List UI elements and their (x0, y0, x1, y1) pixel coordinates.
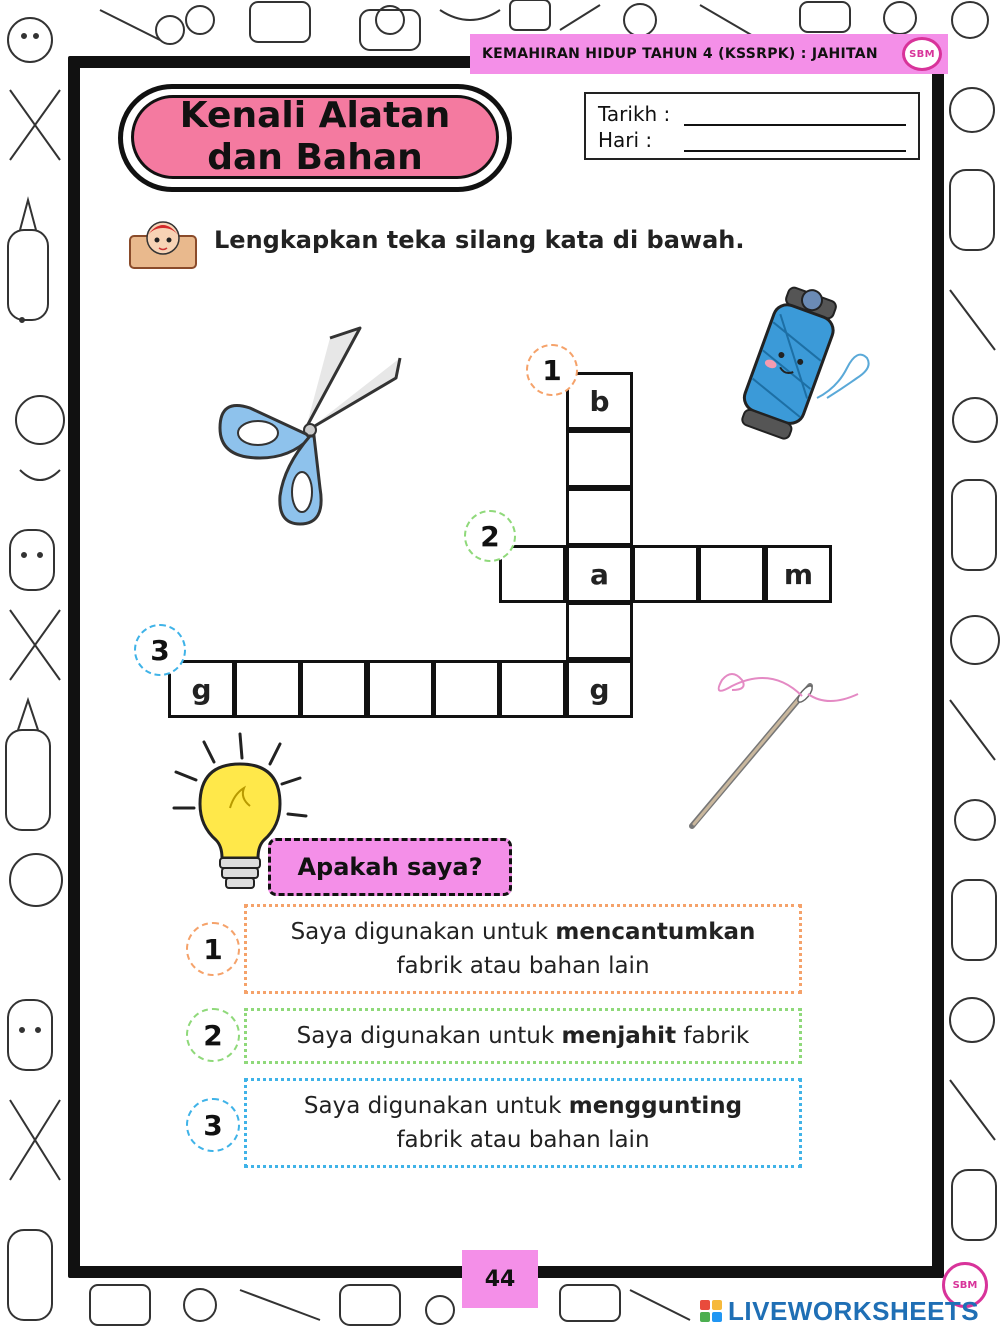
page-number: 44 (462, 1250, 538, 1308)
banner-text: KEMAHIRAN HIDUP TAHUN 4 (KSSRPK) : JAHITAN (482, 46, 878, 62)
clue-1-keyword: mencantumkan (555, 919, 756, 945)
title-line-1: Kenali Alatan (179, 95, 451, 136)
crossword-cell[interactable] (566, 430, 633, 488)
crossword-cell[interactable] (499, 660, 566, 718)
crossword-cell[interactable]: g (168, 660, 235, 718)
clue-2-text: Saya digunakan untuk (296, 1023, 562, 1049)
crossword-number-1: 1 (526, 344, 578, 396)
crossword-cell[interactable] (698, 545, 765, 603)
crossword-cell[interactable] (433, 660, 500, 718)
clue-2 (244, 1008, 802, 1064)
clue-3 (244, 1078, 802, 1168)
clue-3-line2: fabrik atau bahan lain (396, 1127, 650, 1153)
crossword-cell[interactable] (632, 545, 699, 603)
logo-text: SBM (909, 48, 935, 60)
clue-3-text: Saya digunakan untuk (303, 1093, 569, 1119)
clue-2-tail: fabrik (676, 1023, 750, 1049)
clue-number-3: 3 (186, 1098, 240, 1152)
scissors-illustration (210, 318, 410, 528)
date-box (584, 92, 920, 160)
clue-number-2: 2 (186, 1008, 240, 1062)
liveworksheets-watermark[interactable] (700, 1296, 979, 1326)
crossword-cell[interactable] (367, 660, 434, 718)
liveworksheets-logo-icon (700, 1300, 722, 1322)
clue-2-keyword: menjahit (561, 1023, 677, 1049)
hari-field[interactable] (684, 134, 906, 152)
crossword-cell[interactable] (566, 488, 633, 546)
title-line-2: dan Bahan (207, 137, 423, 178)
subject-banner (470, 34, 948, 74)
crossword-number-3: 3 (134, 624, 186, 676)
clue-3-keyword: menggunting (568, 1093, 743, 1119)
clue-1-line2: fabrik atau bahan lain (396, 953, 650, 979)
crossword-cell[interactable]: a (566, 545, 633, 603)
corner-logo-text: SBM (952, 1279, 978, 1291)
sbm-logo (902, 37, 942, 71)
clue-number-1: 1 (186, 922, 240, 976)
thread-spool-illustration (722, 288, 872, 458)
clue-1 (244, 904, 802, 994)
tarikh-label: Tarikh : (598, 102, 671, 126)
watermark-text: LIVEWORKSHEETS (728, 1295, 980, 1326)
crossword-cell[interactable] (234, 660, 301, 718)
hari-label: Hari : (598, 128, 653, 152)
girl-reading-icon (128, 218, 198, 270)
tarikh-field[interactable] (684, 108, 906, 126)
crossword-cell[interactable]: b (566, 372, 633, 430)
crossword-cell[interactable] (300, 660, 367, 718)
crossword-cell[interactable]: m (765, 545, 832, 603)
title-badge (118, 84, 512, 192)
clue-1-text: Saya digunakan untuk (290, 919, 556, 945)
riddle-heading: Apakah saya? (268, 838, 512, 896)
instruction-text: Lengkapkan teka silang kata di bawah. (214, 226, 745, 254)
crossword-number-2: 2 (464, 510, 516, 562)
crossword-cell[interactable] (566, 602, 633, 660)
crossword-cell[interactable]: g (566, 660, 633, 718)
needle-illustration (690, 672, 860, 832)
